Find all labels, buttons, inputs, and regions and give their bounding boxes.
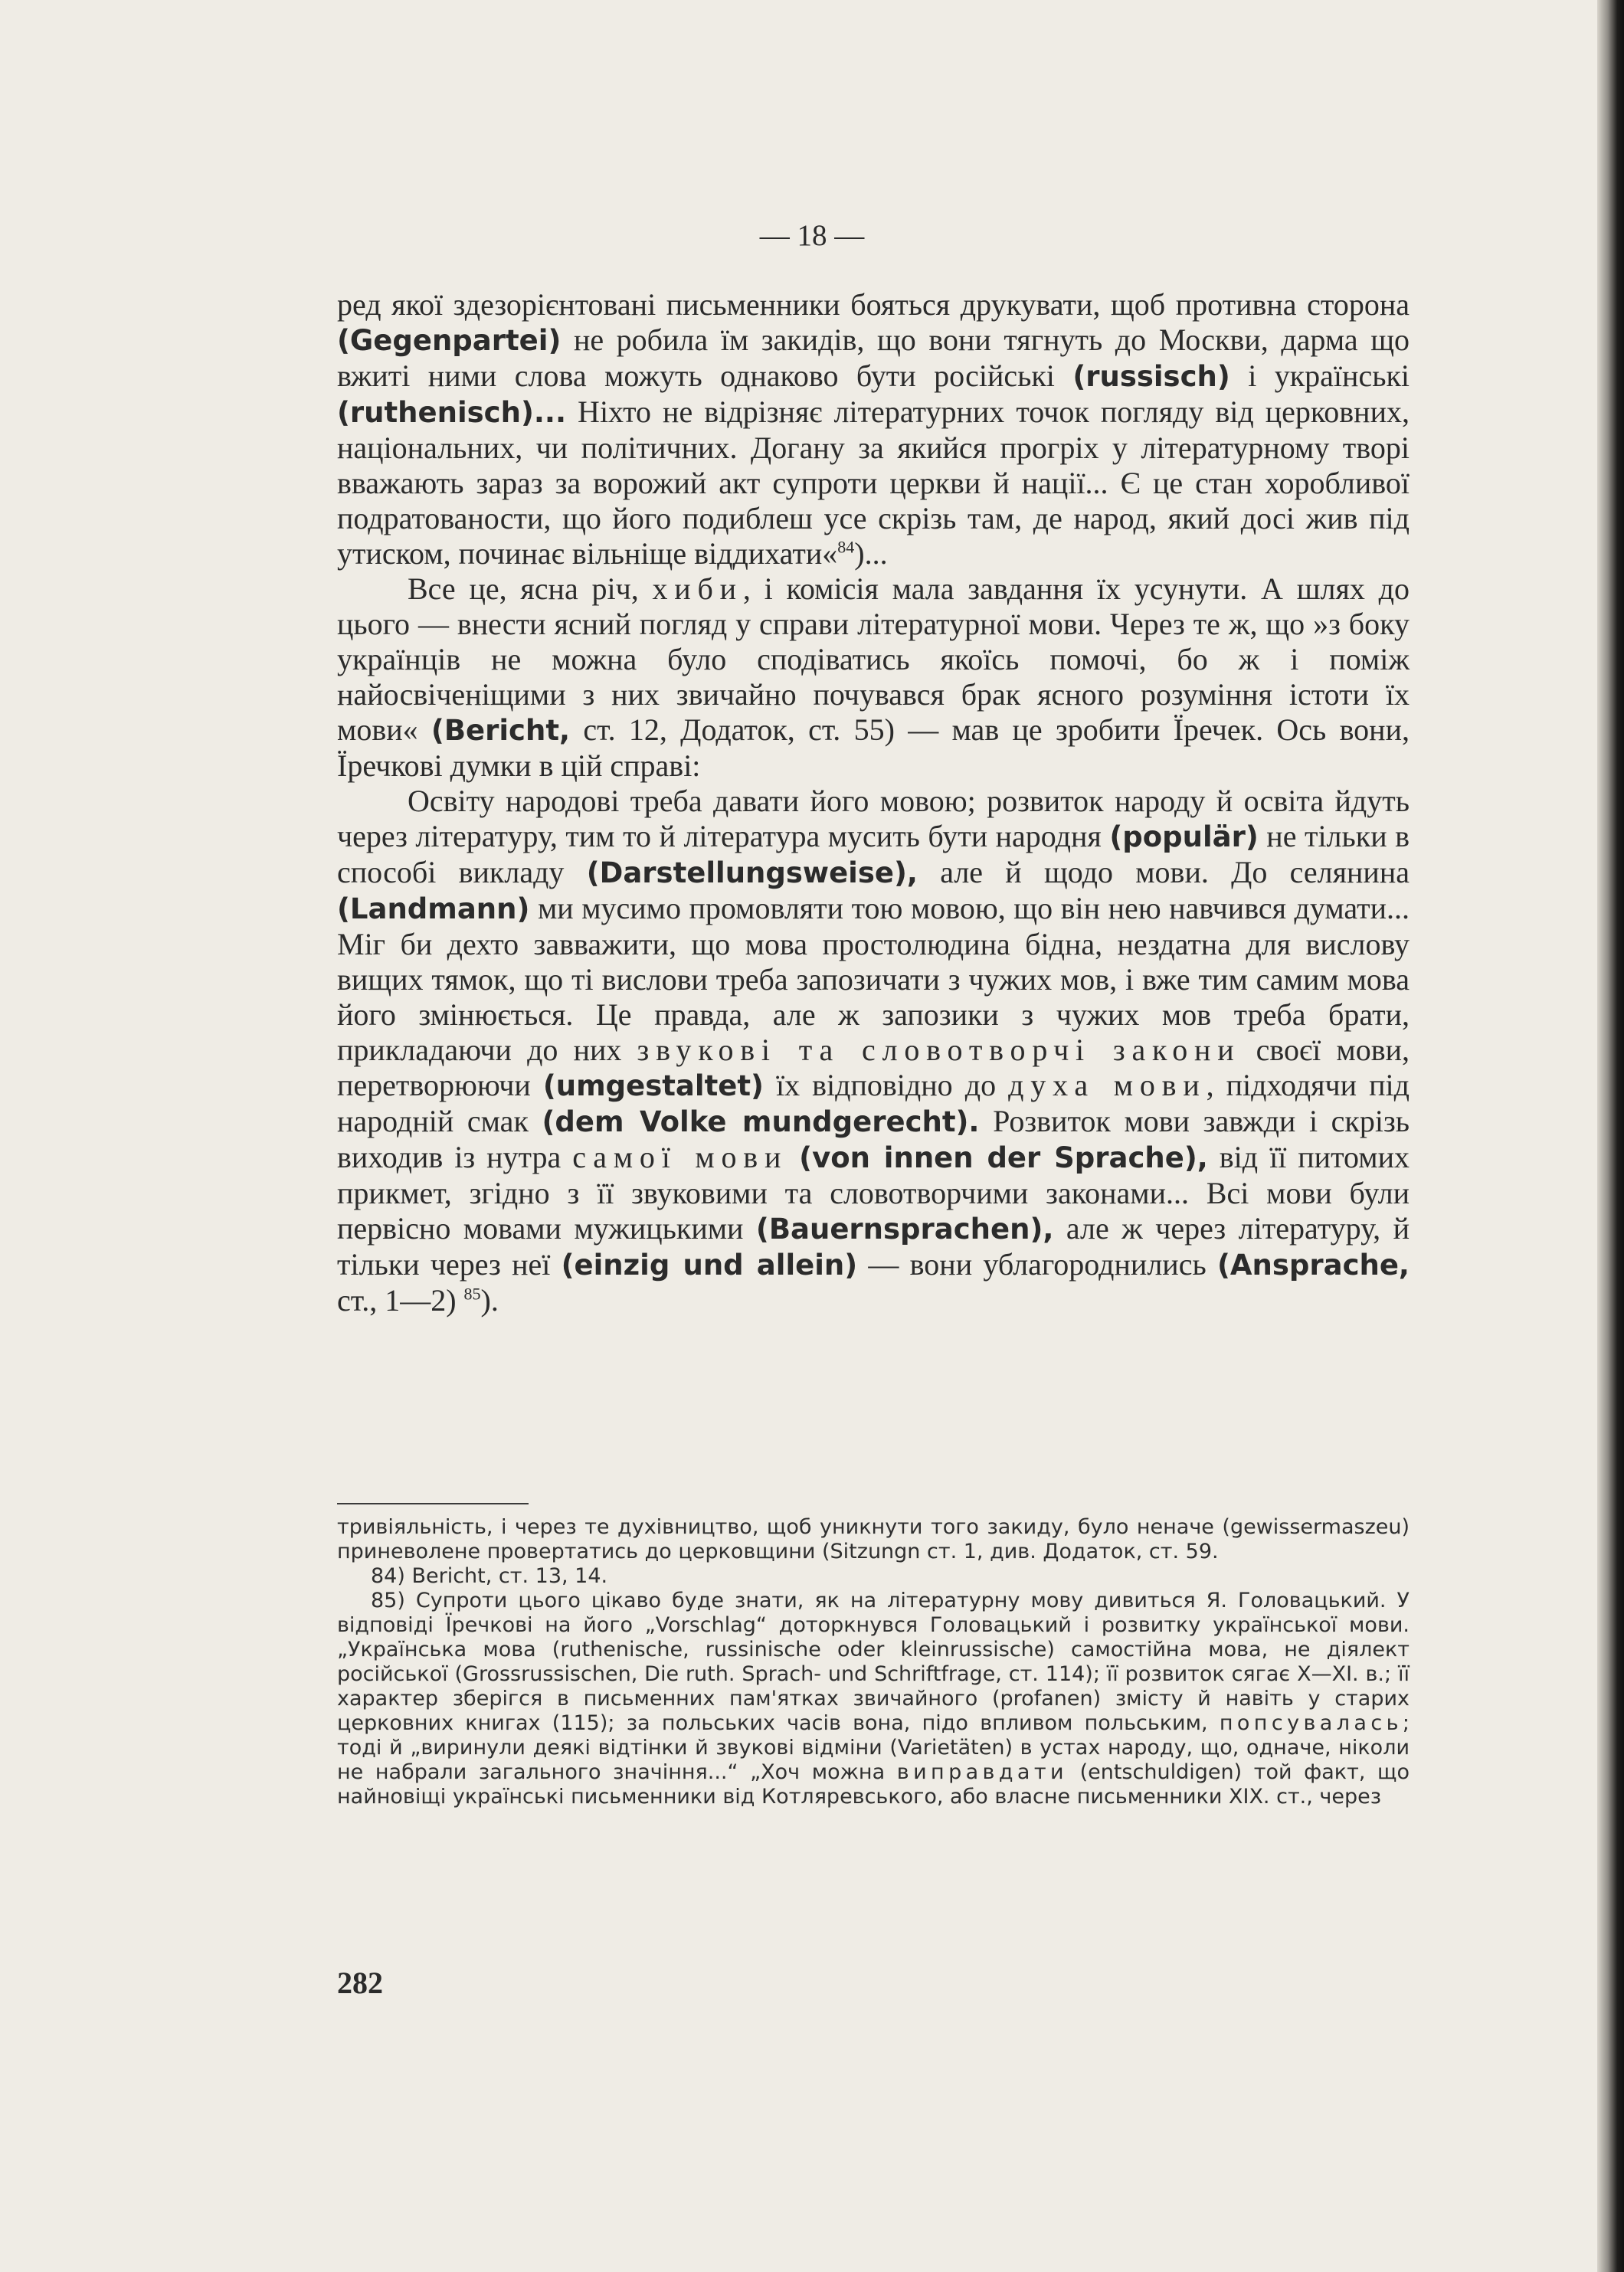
german-term: (populär) <box>1109 820 1259 853</box>
text-run: не тільки в способі викладу <box>337 819 1410 889</box>
text-run: , підходячи під народній смак <box>337 1068 1410 1138</box>
spaced-emphasis: хиби <box>652 571 743 606</box>
german-term: (Landmann) <box>337 892 530 925</box>
paragraph-3 <box>337 784 1410 1318</box>
text-run: Освіту народові треба давати його мовою; розвиток народу й освіта йдуть через літературу, тим то й література мусить бути народня <box>337 784 1410 853</box>
german-term: (dem Volke mundgerecht). <box>542 1105 980 1138</box>
german-term: (ruthenisch)... <box>337 396 567 429</box>
text-run: своєї мови, перетворюючи <box>337 1033 1410 1102</box>
text-run: але ж через літературу, й тільки через неї <box>337 1211 1410 1282</box>
footnote-ref: 85 <box>463 1284 481 1304</box>
footnote-divider <box>337 1503 529 1504</box>
text-run: Все це, ясна річ, <box>408 571 653 606</box>
text-run: ред якої здезорієнтовані письменники бояться друкувати, щоб противна сторона <box>337 287 1410 322</box>
folio-number: 282 <box>337 1966 383 2000</box>
paragraph-1 <box>337 287 1410 571</box>
german-term: (Ansprache, <box>1216 1249 1410 1282</box>
text-run <box>787 1140 799 1174</box>
footnote-84: 84) Bericht, ст. 13, 14. <box>371 1564 608 1588</box>
text-run: ). <box>480 1283 499 1318</box>
text-run: — вони ублагороднились <box>857 1247 1217 1282</box>
german-term: (Bericht, <box>431 714 571 747</box>
text-run: від її питомих прикмет, згідно з її звуковими та словотворчими законами... Всі мови були первісно мовами мужицькими <box>337 1140 1410 1246</box>
spaced-emphasis: духа мови <box>1008 1068 1207 1102</box>
footnotes <box>337 1515 1410 1809</box>
german-term: (von innen der Sprache), <box>799 1141 1208 1174</box>
footnote-85 <box>337 1589 1410 1809</box>
text-run: ми мусимо промовляти тою мовою, що він нею навчився думати... Міг би дехто завважити, що мова простолюдина бідна, нездатна для вислову вищих тямок, що ті вислови треба запозичати з чужих мов, і вже тим самим мова його змінюється. Це правда, але ж запозики з чужих мов треба брати, прикладаючи до них <box>337 891 1410 1067</box>
text-run: їх відповідно до <box>763 1068 1009 1102</box>
text-run: і українські <box>1229 358 1410 393</box>
spaced-emphasis: виправдати <box>896 1760 1068 1784</box>
spaced-emphasis: звукові та словотворчі закони <box>637 1033 1241 1067</box>
german-term: (Darstellungsweise), <box>586 856 918 889</box>
text-run: ст., 1—2) <box>337 1283 464 1318</box>
text-run: (entschuldigen) той факт, що найновіщі українські письменники від Котляревського, або власне письменники XIX. ст., через <box>337 1760 1410 1809</box>
text-run: , і комісія мала завдання їх усунути. А шлях до цього — внести ясний погляд у справи літературної мови. Через те ж, що »з боку українців не можна було сподіватись якоїсь помочі, бо ж і поміж найосвіченіщими з них звичайно почувався брак ясного розуміння істоти їх мови« <box>337 571 1410 747</box>
text-run: )... <box>854 536 888 571</box>
page-number: — 18 — <box>759 219 865 252</box>
text-run: ; тоді й „виринули деякі відтінки й звукові відміни (Varietäten) в устах народу, що, одначе, ніколи не набрали загального значіння...“ „Хоч можна <box>337 1711 1410 1784</box>
text-run: 85) Супроти цього цікаво буде знати, як на літературну мову дивиться Я. Головацький. У відповіді Їречкові на його „Vorschlag“ доторкнувся Головацький і розвитку української мови. „Українська мова (ruthenische, russinische oder kleinrussische) самостійна мова, не діялект російської (Grossrussischen, Die ruth. Sprach- und Schriftfrage, ст. 114); її розвиток сягає X—XI. в.; її характер зберігся в письменних пам'ятках звичайного (profanen) змісту й навіть у старих церковних книгах (115); за польських часів вона, підо впливом польським, <box>337 1589 1410 1735</box>
german-term: (Bauernsprachen), <box>755 1213 1054 1246</box>
footnote-continuation: тривіяльність, і через те духівництво, щоб уникнути того закиду, було неначе (gewissermaszeu) приневолене провертатись до церковщини (Sitzungn ст. 1, див. Додаток, ст. 59. <box>337 1515 1410 1563</box>
german-term: (umgestaltet) <box>542 1069 764 1102</box>
text-run: Розвиток мови завжди і скрізь виходив із нутра <box>337 1104 1410 1174</box>
spaced-emphasis: попсувалась <box>1219 1711 1403 1735</box>
scan-edge <box>1597 0 1624 2272</box>
text-run: не робила їм закидів, що вони тягнуть до Москви, дарма що вжиті ними слова можуть однаково бути російські <box>337 322 1410 393</box>
text-run: Ніхто не відрізняє літературних точок погляду від церковних, національних, чи політичних. Догану за якийся прогріх у літературному творі вважають зараз за ворожий акт супроти церкви й нації... Є це стан хоробливої подратованости, що його подиблеш усе скрізь там, де народ, який досі жив під утиском, починає вільніще віддихати« <box>337 394 1410 571</box>
footnote-ref: 84 <box>837 537 855 557</box>
german-term: (einzig und allein) <box>561 1249 858 1282</box>
spaced-emphasis: самої мови <box>572 1140 788 1174</box>
german-term: (russisch) <box>1072 360 1230 393</box>
text-run: але й щодо мови. До селянина <box>917 855 1410 889</box>
german-term: (Gegenpartei) <box>337 324 562 357</box>
paragraph-2 <box>337 571 1410 784</box>
main-text <box>337 287 1410 1318</box>
text-run: ст. 12, Додаток, ст. 55) — мав це зробити Їречек. Ось вони, Їречкові думки в цій справі: <box>337 712 1410 783</box>
